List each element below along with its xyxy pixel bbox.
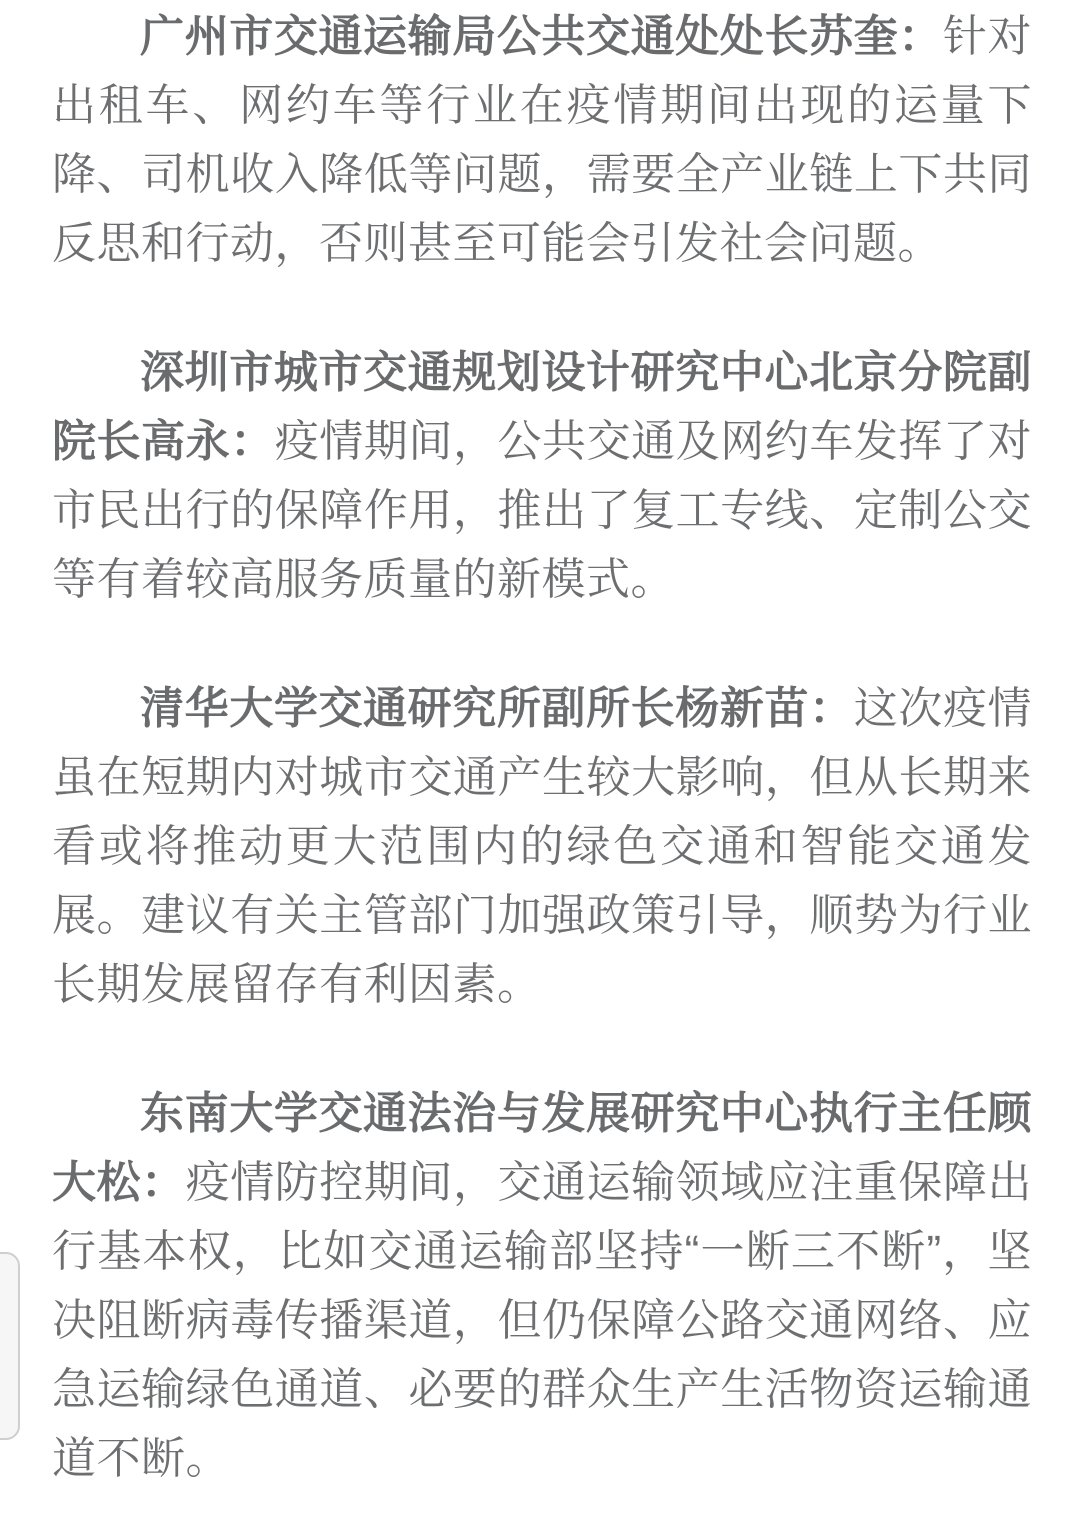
paragraph-text: 疫情期间，公共交通及网约车发挥了对市民出行的保障作用，推出了复工专线、定制公交等有着较高服务质量的新模式。 <box>52 417 1033 604</box>
paragraph-text: 疫情防控期间，交通运输领域应注重保障出行基本权，比如交通运输部坚持“一断三不断”，坚决阻断病毒传播渠道，但仍保障公路交通网络、应急运输绿色通道、必要的群众生产生活物资运输通道不断。 <box>52 1158 1033 1483</box>
paragraph <box>52 338 1032 614</box>
speaker-name: 深圳市城市交通规划设计研究中心北京分院副院长高永： <box>52 348 1032 466</box>
speaker-name: 清华大学交通研究所副所长杨新苗： <box>140 684 854 733</box>
paragraph <box>52 1079 1032 1493</box>
side-panel-handle[interactable] <box>0 1252 20 1440</box>
paragraph-text: 针对出租车、网约车等行业在疫情期间出现的运量下降、司机收入降低等问题，需要全产业链上下共同反思和行动，否则甚至可能会引发社会问题。 <box>52 12 1033 268</box>
paragraph <box>52 674 1032 1019</box>
paragraph <box>52 2 1032 278</box>
speaker-name: 东南大学交通法治与发展研究中心执行主任顾大松： <box>52 1089 1032 1207</box>
paragraph-text: 这次疫情虽在短期内对城市交通产生较大影响，但从长期来看或将推动更大范围内的绿色交通和智能交通发展。建议有关主管部门加强政策引导，顺势为行业长期发展留存有利因素。 <box>52 684 1033 1009</box>
speaker-name: 广州市交通运输局公共交通处处长苏奎： <box>140 12 943 61</box>
